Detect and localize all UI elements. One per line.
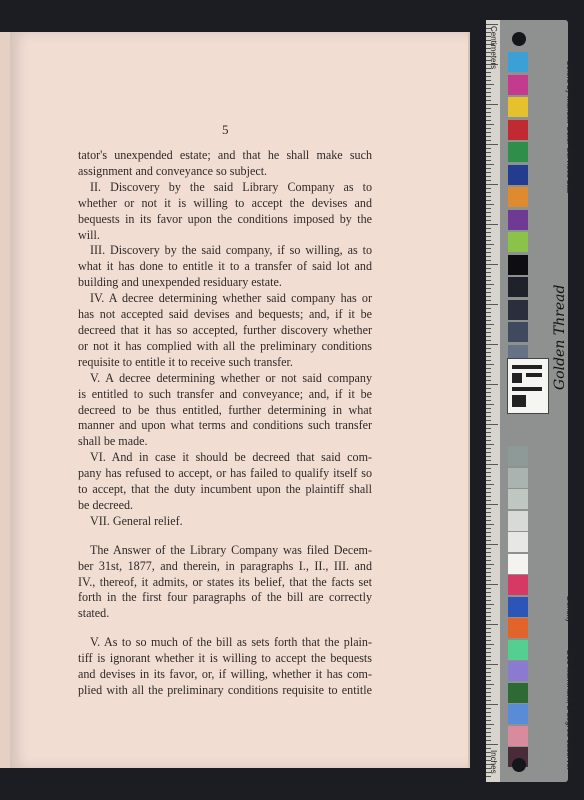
ruler-tick bbox=[486, 400, 491, 401]
ruler-tick bbox=[486, 744, 498, 745]
ruler-tick bbox=[486, 136, 491, 137]
ruler-tick bbox=[486, 484, 494, 485]
ruler-tick bbox=[486, 276, 491, 277]
color-swatch bbox=[508, 277, 528, 297]
text-line: pany has refused to accept, or has failed to qualify itself so bbox=[78, 466, 372, 481]
text-line: The Answer of the Library Company was filed Decem- bbox=[90, 542, 372, 557]
ruler-tick bbox=[486, 520, 491, 521]
ruler-tick bbox=[486, 300, 491, 301]
ruler-strip bbox=[486, 20, 500, 782]
ruler-tick bbox=[486, 280, 491, 281]
color-swatch bbox=[508, 142, 528, 162]
text-line: has not accepted said devises and bequests; and, if it be bbox=[78, 307, 372, 322]
text-line: will. bbox=[78, 227, 100, 242]
paragraph-gap bbox=[78, 622, 372, 635]
ruler-tick bbox=[486, 380, 491, 381]
color-swatch bbox=[508, 704, 528, 724]
ruler-tick bbox=[486, 588, 491, 589]
ruler-tick bbox=[486, 536, 491, 537]
ruler-tick bbox=[486, 652, 491, 653]
ruler-tick bbox=[486, 456, 491, 457]
ruler-tick bbox=[486, 732, 491, 733]
ruler-tick bbox=[486, 596, 491, 597]
ruler-tick bbox=[486, 288, 491, 289]
ruler-tick bbox=[486, 372, 491, 373]
ruler-tick bbox=[486, 80, 491, 81]
ruler-tick bbox=[486, 144, 498, 145]
color-swatch bbox=[508, 75, 528, 95]
color-swatch bbox=[508, 489, 528, 509]
text-line: manner and upon what terms and conditions such transfer bbox=[78, 418, 372, 433]
color-swatch bbox=[508, 511, 528, 531]
text-line: shall be made. bbox=[78, 434, 148, 449]
ruler-tick bbox=[486, 392, 491, 393]
ruler-tick bbox=[486, 332, 491, 333]
ruler-tick bbox=[486, 308, 491, 309]
ruler-tick bbox=[486, 452, 491, 453]
text-line: is entitled to such transfer and conveyance; and, if it be bbox=[78, 386, 372, 401]
ruler-tick bbox=[486, 348, 491, 349]
brand-label: Golden Thread bbox=[552, 284, 568, 390]
ruler-tick bbox=[486, 364, 494, 365]
ruler-tick bbox=[486, 268, 491, 269]
text-line: decreed to be thus entitled, further determining in what bbox=[78, 402, 372, 417]
ruler-tick bbox=[486, 404, 494, 405]
color-swatch bbox=[508, 618, 528, 638]
ruler-tick bbox=[486, 188, 491, 189]
ruler-tick bbox=[486, 664, 498, 665]
color-swatch bbox=[508, 52, 528, 72]
ruler-tick bbox=[486, 576, 491, 577]
ruler-tick bbox=[486, 116, 491, 117]
ruler-tick bbox=[486, 88, 491, 89]
color-swatch bbox=[508, 300, 528, 320]
mounting-hole-top bbox=[512, 32, 526, 46]
ruler-tick bbox=[486, 328, 491, 329]
text-line: II. Discovery by the said Library Company as to bbox=[90, 179, 372, 194]
ruler-tick bbox=[486, 776, 491, 777]
ruler-label-top: Centimeters bbox=[489, 26, 498, 70]
ruler-tick bbox=[486, 416, 491, 417]
ruler-tick bbox=[486, 232, 491, 233]
ruler-tick bbox=[486, 184, 498, 185]
ruler-tick bbox=[486, 376, 491, 377]
color-swatch bbox=[508, 554, 528, 574]
ruler-tick bbox=[486, 244, 494, 245]
text-line: IV., thereof, it admits, or states its belief, that the facts set bbox=[78, 574, 372, 589]
ruler-tick bbox=[486, 568, 491, 569]
ruler-tick bbox=[486, 580, 491, 581]
ruler-tick bbox=[486, 592, 491, 593]
text-line: VI. And in case it should be decreed that said com- bbox=[90, 450, 372, 465]
ruler-tick bbox=[486, 428, 491, 429]
ruler-tick bbox=[486, 724, 494, 725]
ruler-tick bbox=[486, 384, 498, 385]
ruler-tick bbox=[486, 200, 491, 201]
ruler-tick bbox=[486, 648, 491, 649]
ruler-tick bbox=[486, 96, 491, 97]
text-line: or not it has complied with all the preliminary conditions bbox=[78, 338, 372, 353]
ruler-tick bbox=[486, 556, 491, 557]
ruler-tick bbox=[486, 408, 491, 409]
ruler-tick bbox=[486, 324, 494, 325]
ruler-tick bbox=[486, 684, 494, 685]
ruler-tick bbox=[486, 720, 491, 721]
ruler-tick bbox=[486, 696, 491, 697]
text-line: to accept, that the duty incumbent upon the plaintiff shall bbox=[78, 482, 372, 497]
ruler-tick bbox=[486, 496, 491, 497]
ruler-tick bbox=[486, 388, 491, 389]
ruler-tick bbox=[486, 616, 491, 617]
ruler-tick bbox=[486, 480, 491, 481]
ruler-tick bbox=[486, 512, 491, 513]
ruler-tick bbox=[486, 460, 491, 461]
ruler-tick bbox=[486, 140, 491, 141]
ruler-tick bbox=[486, 168, 491, 169]
ruler-tick bbox=[486, 636, 491, 637]
ruler-tick bbox=[486, 440, 491, 441]
ruler-tick bbox=[486, 412, 491, 413]
ruler-tick bbox=[486, 128, 491, 129]
text-line: and devises in its favor, or, if willing, whether it has com- bbox=[78, 667, 372, 682]
text-line: assignment and conveyance so subject. bbox=[78, 163, 268, 178]
ruler-tick bbox=[486, 476, 491, 477]
ruler-tick bbox=[486, 504, 498, 505]
ruler-tick bbox=[486, 704, 498, 705]
ruler-tick bbox=[486, 228, 491, 229]
ruler-tick bbox=[486, 660, 491, 661]
color-swatch bbox=[508, 97, 528, 117]
ruler-tick bbox=[486, 216, 491, 217]
ruler-tick bbox=[486, 544, 498, 545]
ruler-tick bbox=[486, 148, 491, 149]
color-swatch bbox=[508, 255, 528, 275]
text-line: V. As to so much of the bill as sets forth that the plain- bbox=[90, 635, 372, 650]
ruler-tick bbox=[486, 336, 491, 337]
bottom-label: D50 Illuminant, 2 degree observer bbox=[565, 650, 574, 771]
ruler-tick bbox=[486, 572, 491, 573]
target-label-card bbox=[507, 358, 549, 414]
ruler-tick bbox=[486, 552, 491, 553]
color-swatch bbox=[508, 661, 528, 681]
ruler-tick bbox=[486, 656, 491, 657]
ruler-tick bbox=[486, 76, 491, 77]
ruler-tick bbox=[486, 352, 491, 353]
ruler-tick bbox=[486, 360, 491, 361]
ruler-tick bbox=[486, 292, 491, 293]
ruler-tick bbox=[486, 196, 491, 197]
text-line: decreed that it has so accepted, further discovery whether bbox=[78, 322, 372, 337]
mounting-hole-bottom bbox=[512, 758, 526, 772]
ruler-tick bbox=[486, 532, 491, 533]
ruler-tick bbox=[486, 444, 494, 445]
ruler-tick bbox=[486, 468, 491, 469]
color-swatch bbox=[508, 575, 528, 595]
ruler-tick bbox=[486, 748, 491, 749]
ruler-tick bbox=[486, 92, 491, 93]
ruler-tick bbox=[486, 340, 491, 341]
ruler-tick bbox=[486, 212, 491, 213]
ruler-tick bbox=[486, 240, 491, 241]
ruler-tick bbox=[486, 204, 494, 205]
ruler-tick bbox=[486, 500, 491, 501]
ruler-tick bbox=[486, 120, 491, 121]
ruler-label-bottom: Inches bbox=[489, 750, 498, 774]
ruler-tick bbox=[486, 632, 491, 633]
text-line: tiff is ignorant whether it is willing to accept the bequests bbox=[78, 651, 372, 666]
color-swatch bbox=[508, 187, 528, 207]
ruler-tick bbox=[486, 624, 498, 625]
ruler-tick bbox=[486, 304, 498, 305]
ruler-tick bbox=[486, 248, 491, 249]
color-swatch bbox=[508, 322, 528, 342]
color-swatch bbox=[508, 446, 528, 466]
ruler-tick bbox=[486, 156, 491, 157]
ruler-tick bbox=[486, 644, 494, 645]
ruler-tick bbox=[486, 672, 491, 673]
ruler-tick bbox=[486, 284, 494, 285]
color-swatch bbox=[508, 683, 528, 703]
ruler-tick bbox=[486, 260, 491, 261]
text-line: building and unexpended residuary estate. bbox=[78, 275, 282, 290]
text-line: forth in the first four paragraphs of the bill are correctly bbox=[78, 590, 372, 605]
text-line: stated. bbox=[78, 606, 110, 621]
ruler-tick bbox=[486, 396, 491, 397]
color-swatch bbox=[508, 120, 528, 140]
text-line: plied with all the preliminary conditions requisite to entitle bbox=[78, 683, 372, 697]
ruler-tick bbox=[486, 100, 491, 101]
ruler-tick bbox=[486, 72, 491, 73]
ruler-tick bbox=[486, 600, 491, 601]
color-swatch bbox=[508, 232, 528, 252]
ruler-tick bbox=[486, 172, 491, 173]
ruler-tick bbox=[486, 312, 491, 313]
ruler-tick bbox=[486, 160, 491, 161]
ruler-tick bbox=[486, 316, 491, 317]
ruler-tick bbox=[486, 224, 498, 225]
density-label: Density bbox=[565, 596, 574, 623]
ruler-tick bbox=[486, 716, 491, 717]
ruler-tick bbox=[486, 424, 498, 425]
ruler-tick bbox=[486, 564, 494, 565]
ruler-tick bbox=[486, 676, 491, 677]
text-line: IV. A decree determining whether said company has or bbox=[90, 291, 372, 306]
ruler-tick bbox=[486, 560, 491, 561]
side-label: Colors by Munsell Color Services Lab bbox=[565, 60, 574, 194]
text-line: ber 31st, 1877, and therein, in paragraphs I., II., III. and bbox=[78, 558, 372, 573]
text-line: whether or not it is willing to accept the devises and bbox=[78, 195, 372, 210]
ruler-tick bbox=[486, 132, 491, 133]
ruler-tick bbox=[486, 612, 491, 613]
ruler-tick bbox=[486, 420, 491, 421]
ruler-tick bbox=[486, 272, 491, 273]
ruler-tick bbox=[486, 180, 491, 181]
ruler-tick bbox=[486, 208, 491, 209]
ruler-tick bbox=[486, 516, 491, 517]
ruler-tick bbox=[486, 296, 491, 297]
ruler-tick bbox=[486, 740, 491, 741]
ruler-tick bbox=[486, 112, 491, 113]
color-swatch bbox=[508, 532, 528, 552]
ruler-tick bbox=[486, 668, 491, 669]
ruler-tick bbox=[486, 584, 498, 585]
ruler-tick bbox=[486, 84, 494, 85]
ruler-tick bbox=[486, 264, 498, 265]
text-line: III. Discovery by the said company, if so willing, as to bbox=[90, 243, 372, 258]
ruler-tick bbox=[486, 236, 491, 237]
color-swatch bbox=[508, 165, 528, 185]
ruler-tick bbox=[486, 432, 491, 433]
ruler-tick bbox=[486, 688, 491, 689]
paragraph-gap bbox=[78, 530, 372, 543]
text-line: V. A decree determining whether or not said company bbox=[90, 370, 372, 385]
ruler-tick bbox=[486, 436, 491, 437]
ruler-tick bbox=[486, 692, 491, 693]
color-swatch bbox=[508, 468, 528, 488]
ruler-tick bbox=[486, 104, 498, 105]
ruler-tick bbox=[486, 604, 494, 605]
ruler-tick bbox=[486, 728, 491, 729]
ruler-tick bbox=[486, 256, 491, 257]
color-swatch bbox=[508, 726, 528, 746]
ruler-tick bbox=[486, 608, 491, 609]
page-body-text bbox=[78, 148, 372, 699]
ruler-tick bbox=[486, 680, 491, 681]
ruler-tick bbox=[486, 252, 491, 253]
ruler-tick bbox=[486, 628, 491, 629]
text-line: VII. General relief. bbox=[90, 513, 183, 528]
ruler-tick bbox=[486, 108, 491, 109]
ruler-tick bbox=[486, 548, 491, 549]
ruler-tick bbox=[486, 176, 491, 177]
ruler-tick bbox=[486, 164, 494, 165]
color-swatch bbox=[508, 597, 528, 617]
text-line: what it has done to entitle it to a transfer of said lot and bbox=[78, 259, 372, 274]
ruler-tick bbox=[486, 344, 498, 345]
ruler-tick bbox=[486, 540, 491, 541]
ruler-tick bbox=[486, 492, 491, 493]
ruler-tick bbox=[486, 508, 491, 509]
ruler-tick bbox=[486, 368, 491, 369]
ruler-tick bbox=[486, 124, 494, 125]
ruler-tick bbox=[486, 320, 491, 321]
ruler-tick bbox=[486, 152, 491, 153]
ruler-tick bbox=[486, 524, 494, 525]
text-line: tator's unexpended estate; and that he shall make such bbox=[78, 148, 372, 162]
text-line: be decreed. bbox=[78, 497, 134, 512]
ruler-tick bbox=[486, 640, 491, 641]
ruler-tick bbox=[486, 472, 491, 473]
text-line: bequests in its favor upon the conditions imposed by the bbox=[78, 211, 372, 226]
ruler-tick bbox=[486, 708, 491, 709]
ruler-tick bbox=[486, 620, 491, 621]
text-line: requisite to entitle it to receive such transfer. bbox=[78, 354, 293, 369]
ruler-tick bbox=[486, 712, 491, 713]
color-swatch bbox=[508, 640, 528, 660]
ruler-tick bbox=[486, 488, 491, 489]
page-left-edge bbox=[0, 32, 10, 768]
ruler-tick bbox=[486, 448, 491, 449]
color-swatch bbox=[508, 210, 528, 230]
ruler-tick bbox=[486, 192, 491, 193]
ruler-tick bbox=[486, 528, 491, 529]
ruler-tick bbox=[486, 356, 491, 357]
ruler-tick bbox=[486, 464, 498, 465]
ruler-tick bbox=[486, 24, 498, 25]
page-number: 5 bbox=[222, 122, 229, 137]
ruler-tick bbox=[486, 736, 491, 737]
ruler-tick bbox=[486, 220, 491, 221]
ruler-tick bbox=[486, 700, 491, 701]
